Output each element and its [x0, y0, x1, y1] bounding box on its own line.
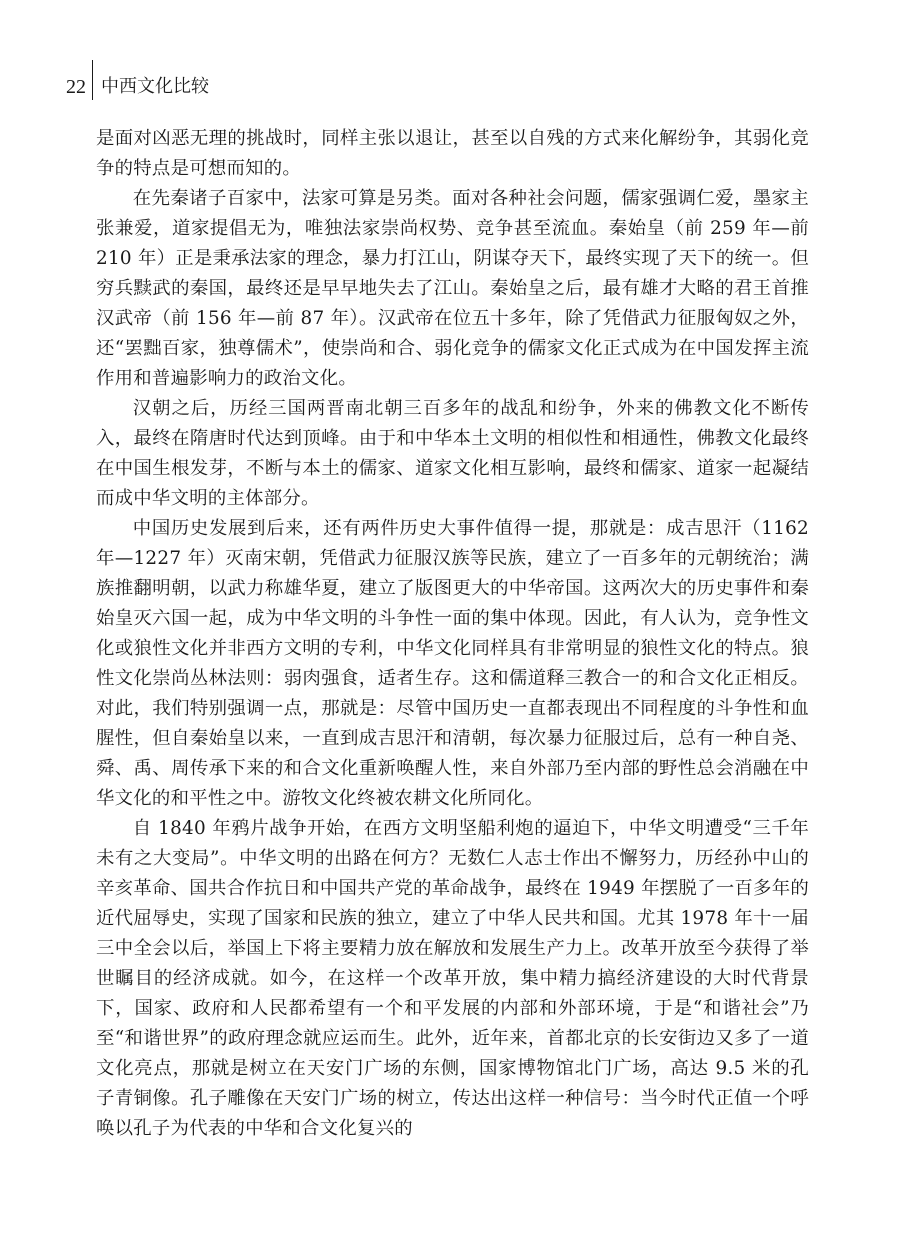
body-text — [96, 124, 809, 1144]
paragraph-modern-era: 自 1840 年鸦片战争开始，在西方文明坚船利炮的逼迫下，中华文明遭受“三千年未有之大变局”。中华文明的出路在何方？无数仁人志士作出不懈努力，历经孙中山的辛亥革命、国共合作抗日和中国共产党的革命战争，最终在 1949 年摆脱了一百多年的近代屈辱史，实现了国家和民族的独立，建立了中华人民共和国。尤其 1978 年十一届三中全会以后，举国上下将主要精力放在解放和发展生产力上。改革开放至今获得了举世瞩目的经济成就。如今，在这样一个改革开放，集中精力搞经济建设的大时代背景下，国家、政府和人民都希望有一个和平发展的内部和外部环境，于是“和谐社会”乃至“和谐世界”的政府理念就应运而生。此外，近年来，首都北京的长安街边又多了一道文化亮点，那就是树立在天安门广场的东侧，国家博物馆北门广场，高达 9.5 米的孔子青铜像。孔子雕像在天安门广场的树立，传达出这样一种信号：当今时代正值一个呼唤以孔子为代表的中华和合文化复兴的 — [96, 818, 809, 1139]
paragraph-legalism: 在先秦诸子百家中，法家可算是另类。面对各种社会问题，儒家强调仁爱，墨家主张兼爱，道家提倡无为，唯独法家崇尚权势、竞争甚至流血。秦始皇（前 259 年—前 210 年）正是秉承法家的理念，暴力打江山，阴谋夺天下，最终实现了天下的统一。但穷兵黩武的秦国，最终还是早早地失去了江山。秦始皇之后，最有雄才大略的君王首推汉武帝（前 156 年—前 87 年）。汉武帝在位五十多年，除了凭借武力征服匈奴之外，还“罢黜百家，独尊儒术”，使崇尚和合、弱化竞争的儒家文化正式成为在中国发挥主流作用和普遍影响力的政治文化。 — [96, 188, 810, 389]
paragraph-continued: 是面对凶恶无理的挑战时，同样主张以退让，甚至以自残的方式来化解纷争，其弱化竞争的特点是可想而知的。 — [96, 128, 809, 179]
running-header — [66, 60, 209, 100]
page-number: 22 — [66, 76, 86, 98]
paragraph-history-events: 中国历史发展到后来，还有两件历史大事件值得一提，那就是：成吉思汗（1162 年—1227 年）灭南宋朝，凭借武力征服汉族等民族，建立了一百多年的元朝统治；满族推翻明朝，以武力称雄华夏，建立了版图更大的中华帝国。这两次大的历史事件和秦始皇灭六国一起，成为中华文明的斗争性一面的集中体现。因此，有人认为，竞争性文化或狼性文化并非西方文明的专利，中华文化同样具有非常明显的狼性文化的特点。狼性文化崇尚丛林法则：弱肉强食，适者生存。这和儒道释三教合一的和合文化正相反。对此，我们特别强调一点，那就是：尽管中国历史一直都表现出不同程度的斗争性和血腥性，但自秦始皇以来，一直到成吉思汗和清朝，每次暴力征服过后，总有一种自尧、舜、禹、周传承下来的和合文化重新唤醒人性，来自外部乃至内部的野性总会消融在中华文化的和平性之中。游牧文化终被农耕文化所同化。 — [96, 518, 809, 809]
header-divider — [92, 60, 93, 100]
book-title: 中西文化比较 — [101, 76, 209, 97]
paragraph-buddhism: 汉朝之后，历经三国两晋南北朝三百多年的战乱和纷争，外来的佛教文化不断传入，最终在隋唐时代达到顶峰。由于和中华本土文明的相似性和相通性，佛教文化最终在中国生根发芽，不断与本土的儒家、道家文化相互影响，最终和儒家、道家一起凝结而成中华文明的主体部分。 — [96, 398, 809, 509]
